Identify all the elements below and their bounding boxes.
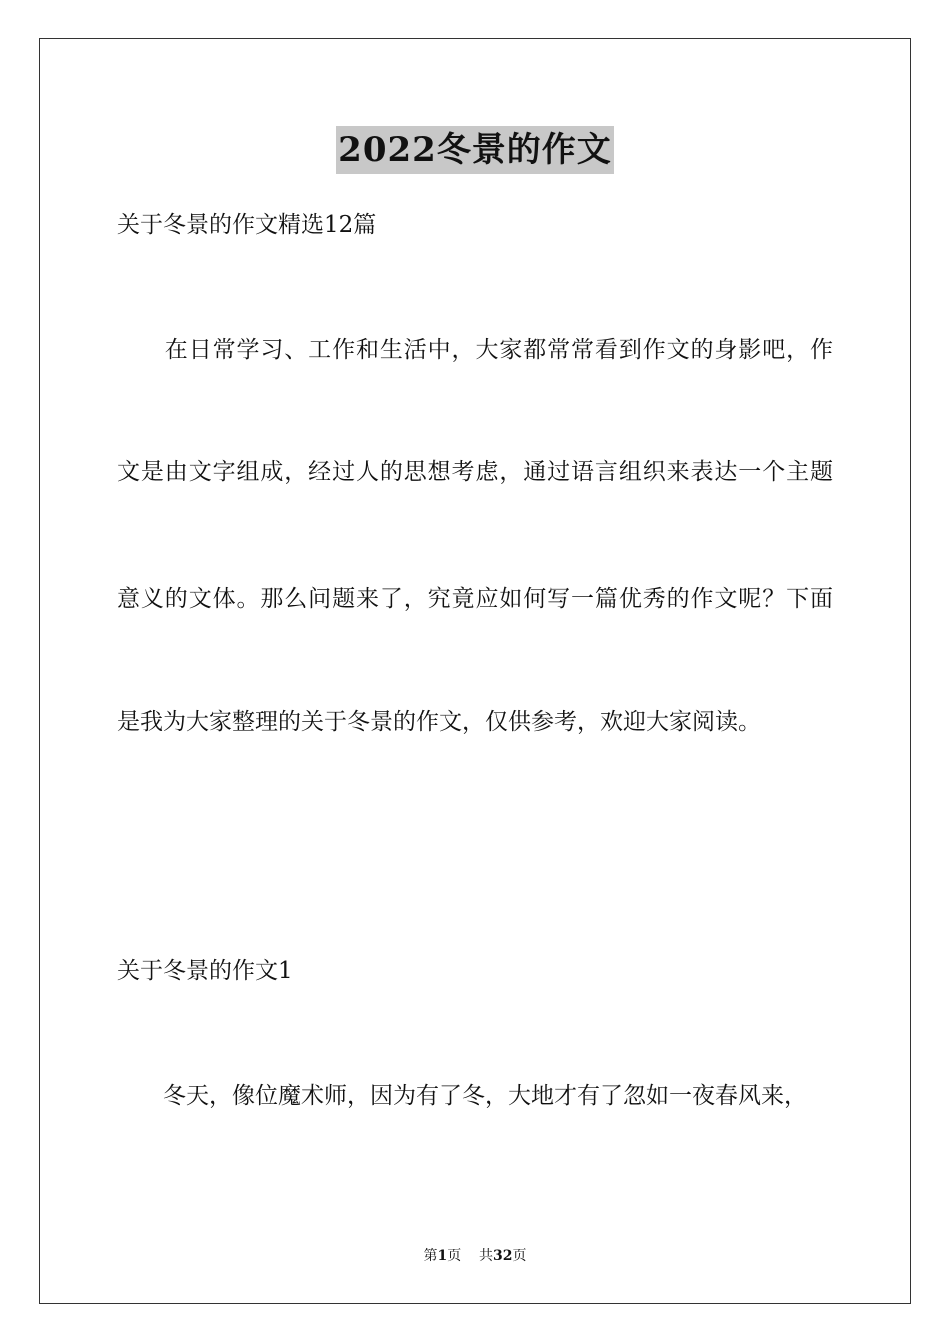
intro-line-1: 在日常学习、工作和生活中，大家都常常看到作文的身影吧，作 <box>117 337 833 363</box>
total-suffix: 页 <box>512 1248 527 1264</box>
section-heading: 关于冬景的作文1 <box>117 958 293 984</box>
total-prefix: 共 <box>479 1248 494 1264</box>
page-suffix: 页 <box>447 1248 462 1264</box>
intro-line-3: 意义的文体。那么问题来了，究竟应如何写一篇优秀的作文呢？下面 <box>117 586 833 612</box>
total-pages: 32 <box>493 1248 513 1264</box>
page-prefix: 第 <box>423 1248 438 1264</box>
intro-line-4: 是我为大家整理的关于冬景的作文，仅供参考，欢迎大家阅读。 <box>117 709 761 735</box>
intro-line-2: 文是由文字组成，经过人的思想考虑，通过语言组织来表达一个主题 <box>117 459 833 485</box>
title-container <box>0 126 950 174</box>
document-title: 2022冬景的作文 <box>336 126 614 174</box>
section-line-1: 冬天，像位魔术师，因为有了冬，大地才有了忽如一夜春风来， <box>117 1083 807 1109</box>
page-number: 1 <box>437 1248 448 1264</box>
subtitle: 关于冬景的作文精选12篇 <box>117 212 377 238</box>
page-footer <box>0 1246 950 1266</box>
